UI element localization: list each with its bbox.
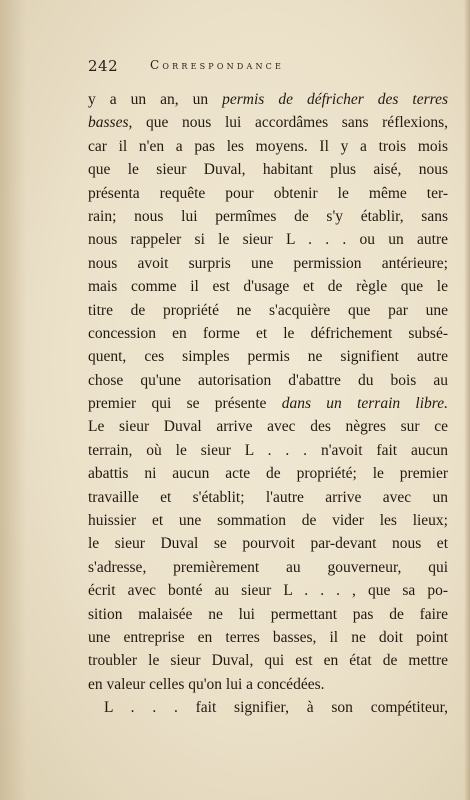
text-line: le sieur Duval se pourvoit par-devant nous et: [88, 535, 448, 553]
text-line: en valeur celles qu'on lui a concédées.: [88, 675, 325, 693]
text-line: mais comme il est d'usage et de règle que le: [88, 278, 448, 296]
text-line: basses, que nous lui accordâmes sans réflexions,: [88, 114, 448, 132]
body-text: [88, 88, 448, 720]
text-line: sition malaisée ne lui permettant pas de faire: [88, 605, 448, 623]
page-gutter-shadow: [0, 0, 26, 800]
text-line: chose qu'une autorisation d'abattre du bois au: [88, 371, 448, 389]
text-line: terrain, où le sieur L . . . n'avoit fait aucun: [88, 441, 448, 459]
text-line: Le sieur Duval arrive avec des nègres sur ce: [88, 418, 448, 436]
text-line: abattis ni aucun acte de propriété; le premier: [88, 465, 448, 483]
text-line: y a un an, un permis de défricher des terres: [88, 91, 448, 108]
text-line: travaille et s'établit; l'autre arrive avec un: [88, 488, 448, 506]
text-line: huissier et une sommation de vider les lieux;: [88, 512, 448, 530]
page-header: [88, 57, 388, 81]
page-edge-shadow: [464, 0, 470, 800]
text-line: que le sieur Duval, habitant plus aisé, nous: [88, 161, 448, 179]
text-line: nous avoit surpris une permission antérieure;: [88, 254, 448, 272]
text-line: titre de propriété ne s'acquière que par une: [88, 301, 448, 319]
text-line: écrit avec bonté au sieur L . . . , que sa po-: [88, 582, 448, 600]
page-number: 242: [88, 57, 119, 75]
text-line: car il n'en a pas les moyens. Il y a trois mois: [88, 137, 448, 155]
text-line: troubler le sieur Duval, qui est en état de mettre: [88, 652, 448, 670]
text-line: une entreprise en terres basses, il ne doit point: [88, 628, 448, 646]
text-line: premier qui se présente dans un terrain libre.: [88, 395, 448, 413]
text-line: L . . . fait signifier, à son compétiteur,: [104, 699, 448, 717]
text-line: rain; nous lui permîmes de s'y établir, sans: [88, 207, 448, 225]
running-head: Correspondance: [150, 58, 285, 72]
text-line: quent, ces simples permis ne signifient autre: [88, 348, 448, 366]
text-line: nous rappeler si le sieur L . . . ou un autre: [88, 231, 448, 249]
text-line: présenta requête pour obtenir le même ter-: [88, 184, 448, 202]
text-line: s'adresse, premièrement au gouverneur, qui: [88, 558, 448, 576]
text-line: concession en forme et le défrichement subsé-: [88, 324, 448, 342]
